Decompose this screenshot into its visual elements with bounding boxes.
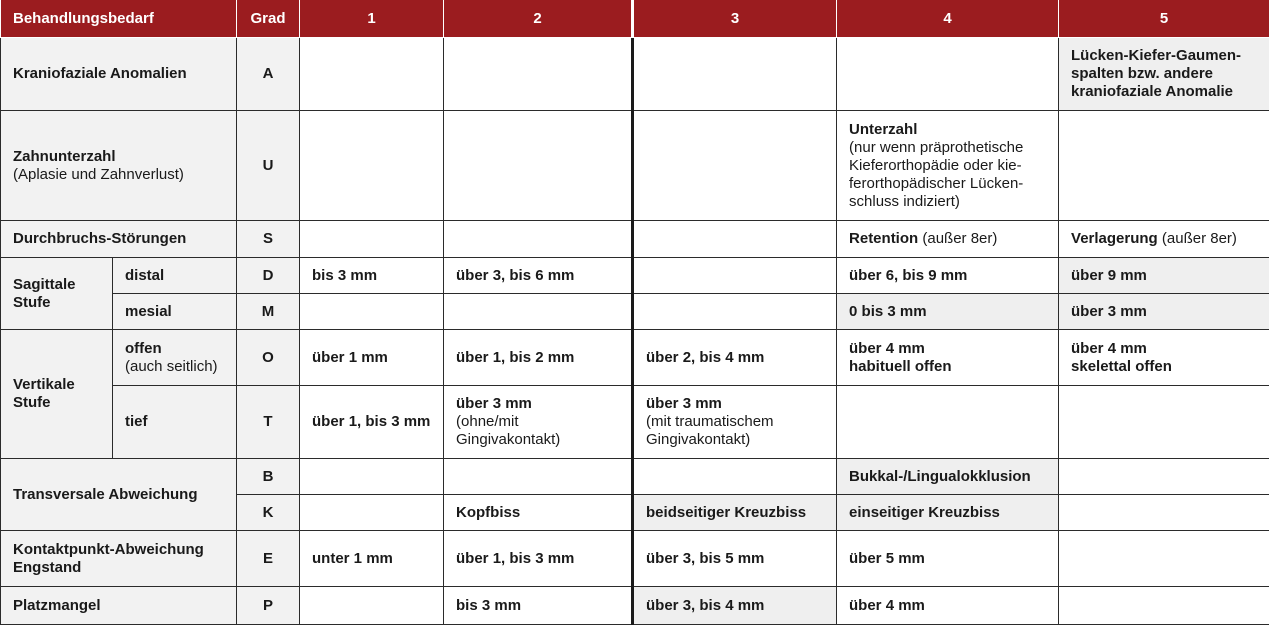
row-kraniofazial (1, 38, 1269, 111)
cell-offen-2: über 1, bis 2 mm (444, 330, 633, 386)
cell-kranio-5: Lücken-Kiefer-Gaumen-spalten bzw. andere kraniofaziale Anomalie (1059, 38, 1269, 111)
label-platzmangel: Platzmangel (1, 587, 237, 625)
row-vertikal-tief (1, 386, 1269, 459)
label-sagittal: Sagittale Stufe (1, 258, 113, 330)
header-grade-4: 4 (837, 0, 1059, 38)
cell-tief-2: über 3 mm (ohne/mit Gingivakontakt) (444, 386, 633, 459)
grade-u: U (237, 111, 300, 221)
header-grade-3: 3 (633, 0, 837, 38)
grade-t: T (237, 386, 300, 459)
header-grad: Grad (237, 0, 300, 38)
header-row (1, 0, 1269, 38)
header-grade-5: 5 (1059, 0, 1269, 38)
sublabel-distal: distal (113, 258, 237, 294)
cell-offen-3: über 2, bis 4 mm (633, 330, 837, 386)
row-sagittal-mesial (1, 294, 1269, 330)
cell-durchbruch-5: Verlagerung (außer 8er) (1059, 221, 1269, 258)
cell-platz-4: über 4 mm (837, 587, 1059, 625)
grade-b: B (237, 459, 300, 495)
grade-m: M (237, 294, 300, 330)
cell-distal-2: über 3, bis 6 mm (444, 258, 633, 294)
cell-transversal-b-4: Bukkal-/Lingualokklusion (837, 459, 1059, 495)
cell-kontakt-1: unter 1 mm (300, 531, 444, 587)
label-kontaktpunkt: Kontaktpunkt-Abweichung Engstand (1, 531, 237, 587)
cell-platz-2: bis 3 mm (444, 587, 633, 625)
cell-durchbruch-4: Retention (außer 8er) (837, 221, 1059, 258)
cell-kontakt-4: über 5 mm (837, 531, 1059, 587)
cell-distal-1: bis 3 mm (300, 258, 444, 294)
sublabel-offen: offen (auch seitlich) (113, 330, 237, 386)
cell-transversal-k-2: Kopfbiss (444, 495, 633, 531)
sublabel-tief: tief (113, 386, 237, 459)
grade-p: P (237, 587, 300, 625)
cell-unterzahl-4: Unterzahl (nur wenn präprothetische Kieferorthopädie oder kie-ferorthopädischer Lücken-schluss indiziert) (837, 111, 1059, 221)
row-zahnunterzahl (1, 111, 1269, 221)
row-vertikal-offen (1, 330, 1269, 386)
grade-k: K (237, 495, 300, 531)
cell-distal-5: über 9 mm (1059, 258, 1269, 294)
label-kraniofazial: Kraniofaziale Anomalien (1, 38, 237, 111)
row-platzmangel (1, 587, 1269, 625)
cell-tief-3: über 3 mm (mit traumatischem Gingivakontakt) (633, 386, 837, 459)
row-durchbruch (1, 221, 1269, 258)
cell-kontakt-3: über 3, bis 5 mm (633, 531, 837, 587)
grade-e: E (237, 531, 300, 587)
label-vertikal: Vertikale Stufe (1, 330, 113, 459)
cell-mesial-4: 0 bis 3 mm (837, 294, 1059, 330)
row-kontaktpunkt (1, 531, 1269, 587)
header-grade-2: 2 (444, 0, 633, 38)
cell-transversal-k-3: beidseitiger Kreuzbiss (633, 495, 837, 531)
label-transversal: Transversale Abweichung (1, 459, 237, 531)
grade-d: D (237, 258, 300, 294)
grade-a: A (237, 38, 300, 111)
sublabel-mesial: mesial (113, 294, 237, 330)
grade-s: S (237, 221, 300, 258)
cell-offen-5: über 4 mm skelettal offen (1059, 330, 1269, 386)
row-sagittal-distal (1, 258, 1269, 294)
cell-kontakt-2: über 1, bis 3 mm (444, 531, 633, 587)
label-zahnunterzahl-note: (Aplasie und Zahnverlust) (13, 165, 184, 183)
label-durchbruch: Durchbruchs-Störungen (1, 221, 237, 258)
row-transversal-b (1, 459, 1269, 495)
cell-distal-4: über 6, bis 9 mm (837, 258, 1059, 294)
cell-mesial-5: über 3 mm (1059, 294, 1269, 330)
cell-platz-3: über 3, bis 4 mm (633, 587, 837, 625)
header-behandlungsbedarf: Behandlungsbedarf (1, 0, 237, 38)
cell-offen-1: über 1 mm (300, 330, 444, 386)
grade-o: O (237, 330, 300, 386)
header-grade-1: 1 (300, 0, 444, 38)
cell-offen-4: über 4 mm habituell offen (837, 330, 1059, 386)
cell-tief-1: über 1, bis 3 mm (300, 386, 444, 459)
cell-transversal-k-4: einseitiger Kreuzbiss (837, 495, 1059, 531)
label-zahnunterzahl: Zahnunterzahl (Aplasie und Zahnverlust) (1, 111, 237, 221)
